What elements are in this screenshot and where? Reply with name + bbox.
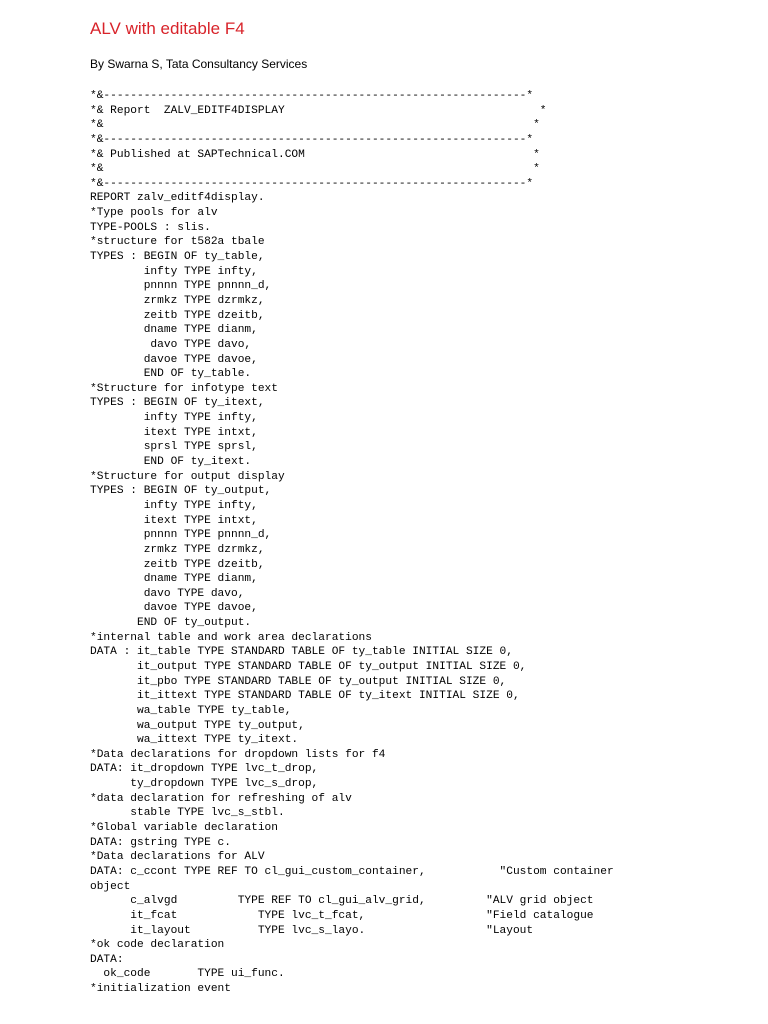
code-line: it_layout TYPE lvc_s_layo. "Layout xyxy=(90,924,534,937)
code-line: *ok code declaration xyxy=(90,939,225,952)
code-line: *structure for t582a tbale xyxy=(90,236,265,249)
code-line: it_output TYPE STANDARD TABLE OF ty_output INITIAL SIZE 0, xyxy=(90,660,527,673)
author-byline: By Swarna S, Tata Consultancy Services xyxy=(90,57,308,71)
code-line: zeitb TYPE dzeitb, xyxy=(90,309,265,322)
code-line: pnnnn TYPE pnnnn_d, xyxy=(90,280,272,293)
code-line: DATA: xyxy=(90,953,124,966)
code-line: ty_dropdown TYPE lvc_s_drop, xyxy=(90,778,319,791)
code-line: TYPES : BEGIN OF ty_output, xyxy=(90,485,272,498)
code-line: DATA: it_dropdown TYPE lvc_t_drop, xyxy=(90,763,319,776)
code-line: *&---------------------------------------------------------------* xyxy=(90,177,534,190)
code-line: *&---------------------------------------------------------------* xyxy=(90,90,534,102)
code-line: *&---------------------------------------------------------------* xyxy=(90,133,534,146)
code-line: c_alvgd TYPE REF TO cl_gui_alv_grid, "ALV grid object xyxy=(90,895,594,908)
code-line: it_pbo TYPE STANDARD TABLE OF ty_output INITIAL SIZE 0, xyxy=(90,675,507,688)
code-line: infty TYPE infty, xyxy=(90,412,258,425)
code-line: *Global variable declaration xyxy=(90,822,278,835)
code-line: *Structure for infotype text xyxy=(90,382,278,395)
code-line: *Structure for output display xyxy=(90,470,285,483)
code-line: TYPES : BEGIN OF ty_itext, xyxy=(90,397,265,410)
code-line: *Data declarations for dropdown lists for f4 xyxy=(90,748,386,761)
code-line: DATA: gstring TYPE c. xyxy=(90,836,231,849)
code-line: it_ittext TYPE STANDARD TABLE OF ty_itext INITIAL SIZE 0, xyxy=(90,690,520,703)
code-line: *& * xyxy=(90,163,540,176)
document-title: ALV with editable F4 xyxy=(90,19,245,38)
code-line: *& * xyxy=(90,119,540,132)
code-line: infty TYPE infty, xyxy=(90,265,258,278)
code-line: END OF ty_table. xyxy=(90,368,252,381)
code-line: dname TYPE dianm, xyxy=(90,573,258,586)
code-line: object xyxy=(90,880,131,893)
code-line: zrmkz TYPE dzrmkz, xyxy=(90,543,265,556)
code-line: ok_code TYPE ui_func. xyxy=(90,968,285,981)
code-line: *& Report ZALV_EDITF4DISPLAY * xyxy=(90,104,547,117)
code-line: zeitb TYPE dzeitb, xyxy=(90,558,265,571)
code-line: END OF ty_itext. xyxy=(90,456,252,469)
code-line: TYPES : BEGIN OF ty_table, xyxy=(90,251,265,264)
code-line: *initialization event xyxy=(90,983,231,996)
code-line: *internal table and work area declarations xyxy=(90,631,372,644)
code-line: *Data declarations for ALV xyxy=(90,851,265,864)
code-line: DATA : it_table TYPE STANDARD TABLE OF ty_table INITIAL SIZE 0, xyxy=(90,646,513,659)
code-line: davoe TYPE davoe, xyxy=(90,353,258,366)
code-line: REPORT zalv_editf4display. xyxy=(90,192,265,205)
code-line: TYPE-POOLS : slis. xyxy=(90,221,211,234)
code-line: dname TYPE dianm, xyxy=(90,324,258,337)
code-line: itext TYPE intxt, xyxy=(90,514,258,527)
code-line: infty TYPE infty, xyxy=(90,499,258,512)
code-line: davo TYPE davo, xyxy=(90,338,252,351)
code-line: *data declaration for refreshing of alv xyxy=(90,792,352,805)
code-line: zrmkz TYPE dzrmkz, xyxy=(90,294,265,307)
code-line: it_fcat TYPE lvc_t_fcat, "Field catalogue xyxy=(90,909,594,922)
code-line: wa_table TYPE ty_table, xyxy=(90,704,292,717)
code-line: *& Published at SAPTechnical.COM * xyxy=(90,148,540,161)
code-line: itext TYPE intxt, xyxy=(90,426,258,439)
code-line: sprsl TYPE sprsl, xyxy=(90,441,258,454)
code-line: pnnnn TYPE pnnnn_d, xyxy=(90,529,272,542)
code-line: *Type pools for alv xyxy=(90,207,218,220)
code-listing xyxy=(90,89,614,997)
code-line: wa_output TYPE ty_output, xyxy=(90,719,305,732)
code-line: davoe TYPE davoe, xyxy=(90,602,258,615)
code-line: stable TYPE lvc_s_stbl. xyxy=(90,807,285,820)
code-line: END OF ty_output. xyxy=(90,617,252,630)
code-line: davo TYPE davo, xyxy=(90,587,245,600)
code-line: DATA: c_ccont TYPE REF TO cl_gui_custom_container, "Custom container xyxy=(90,865,614,878)
code-line: wa_ittext TYPE ty_itext. xyxy=(90,734,299,747)
